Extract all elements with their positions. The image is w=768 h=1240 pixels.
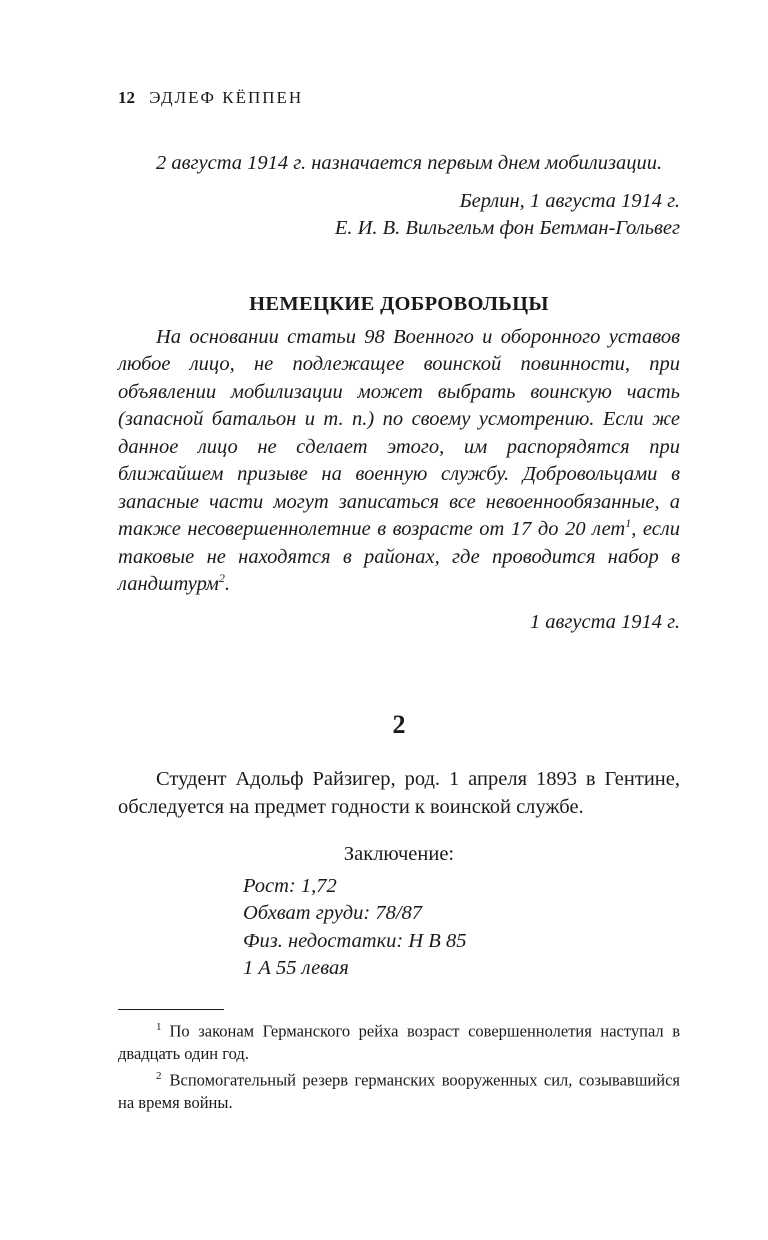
decree-signatories: Е. И. В. Вильгельм фон Бетман-Гольвег — [334, 217, 680, 239]
page-number: 12 — [118, 88, 135, 107]
footnote-1-number: 1 — [156, 1020, 162, 1033]
footnote-divider — [118, 1009, 224, 1010]
book-page — [118, 88, 680, 1115]
section-heading: НЕМЕЦКИЕ ДОБРОВОЛЬЦЫ — [249, 292, 549, 315]
footnote-2-number: 2 — [156, 1070, 162, 1082]
volunteers-text-3: . — [224, 573, 231, 595]
chapter-number: 2 — [392, 710, 406, 739]
decree-text: 2 августа 1914 г. назначается первым днем мобилизации. — [156, 152, 663, 174]
decree-place-date: Берлин, 1 августа 1914 г. — [459, 189, 680, 212]
footnote-2 — [118, 1065, 680, 1115]
conclusion-label: Заключение: — [343, 843, 455, 865]
footnote-2-text: Вспомогательный резерв германских вооруженных сил, созывавшийся на время войны. — [118, 1070, 680, 1112]
volunteers-text-2: , если таковые не находятся в районах, где проводится набор в ландштурм — [118, 518, 680, 595]
footnote-ref-2: 2 — [218, 571, 225, 586]
result-height: Рост: 1,72 — [243, 874, 337, 897]
result-chest: Обхват груди: 78/87 — [243, 902, 423, 924]
volunteers-date: 1 августа 1914 г. — [529, 610, 680, 633]
footnote-ref-1: 1 — [625, 516, 632, 531]
result-defects: Физ. недостатки: Н В 85 — [243, 929, 467, 952]
chapter-intro: Студент Адольф Райзигер, род. 1 апреля 1893 в Гентине, обследуется на предмет годности к воинской службе. — [118, 768, 680, 818]
author-name: ЭДЛЕФ КЁППЕН — [149, 88, 304, 107]
volunteers-paragraph — [118, 324, 680, 599]
footnote-1 — [118, 1016, 680, 1066]
volunteers-text-1: На основании статьи 98 Военного и оборонного уставов любое лицо, не подлежащее воинской повинности, при объявлении мобилизации может выбрать воинскую часть (запасной батальон и т. п.) по своему усмотрению. Если же данное лицо не сделает этого, им распорядятся при ближайшем призыве на военную службу. Добровольцами в запасные части могут записаться все невоеннообязанные, а также несовершеннолетние в возрасте от 17 до 20 лет — [118, 325, 680, 540]
footnote-1-text: По законам Германского рейха возраст совершеннолетия наступал в двадцать один год. — [118, 1021, 680, 1063]
running-head — [118, 88, 680, 108]
result-code: 1 А 55 левая — [243, 957, 349, 979]
exam-results — [243, 873, 680, 983]
